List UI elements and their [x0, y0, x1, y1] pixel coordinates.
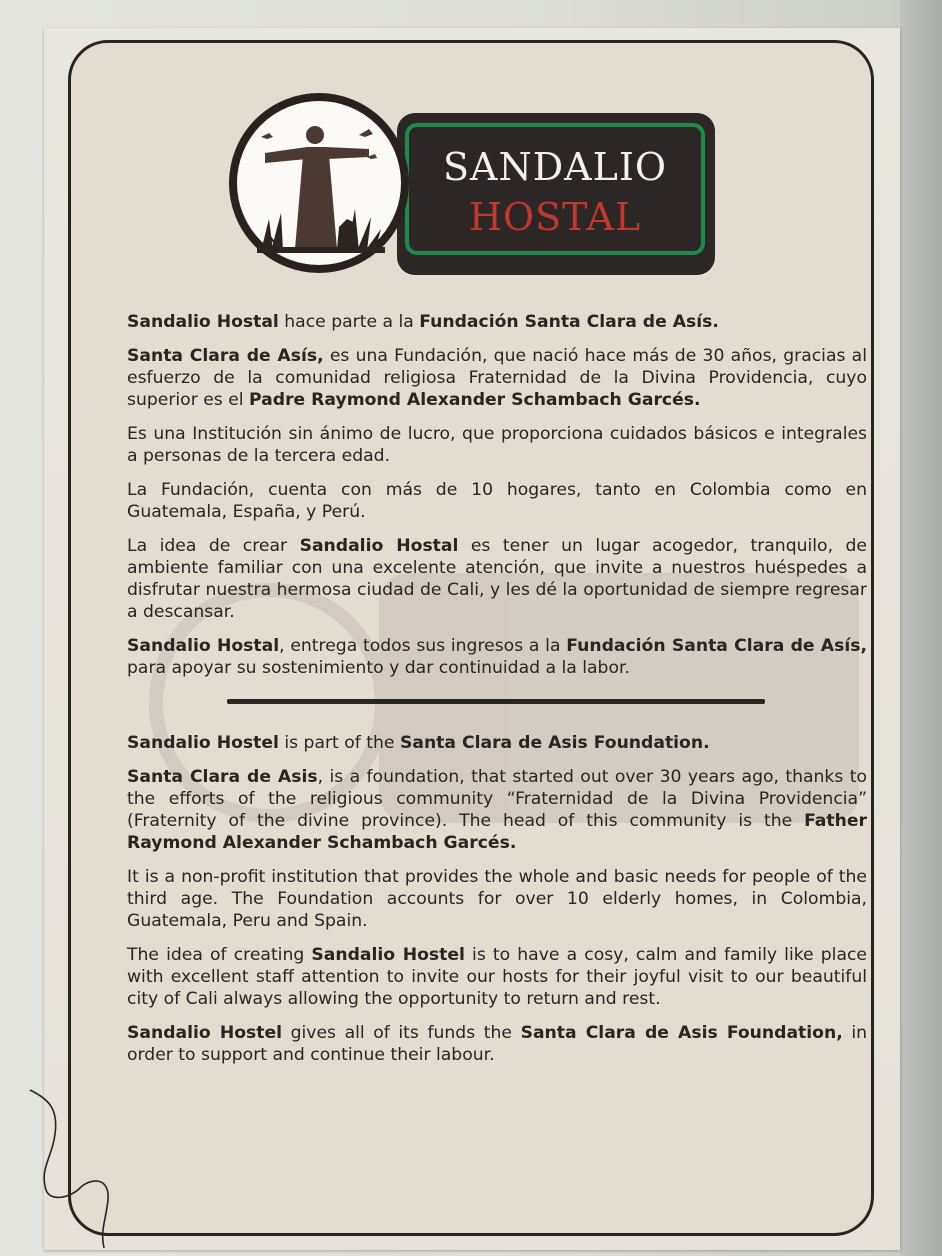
cable-scribble: [20, 1080, 130, 1250]
en-paragraph-1: [127, 732, 867, 754]
es-p2-text-1: es una Fundación, que nació hace más de 30 años, gracias al esfuerzo de la comunidad religiosa Fraternidad de la Divina Providencia, cuyo superior es el: [127, 346, 867, 410]
en-p4-text-1: The idea of creating: [127, 945, 312, 965]
es-p1-bold-1: Sandalio Hostal: [127, 312, 279, 332]
en-p4-text-2: is to have a cosy, calm and family like place with excellent staff attention to invite our hosts for their joyful visit to our beautiful city of Cali always allowing the opportunity to return and rest.: [127, 945, 867, 1009]
es-p2-bold-2: Padre Raymond Alexander Schambach Garcés.: [249, 390, 701, 410]
en-p5-bold-2: Santa Clara de Asis Foundation,: [520, 1023, 843, 1043]
es-paragraph-4: La Fundación, cuenta con más de 10 hogares, tanto en Colombia como en Guatemala, España, y Perú.: [127, 480, 867, 522]
es-paragraph-6: [127, 635, 867, 679]
hostal-logo: [229, 83, 719, 283]
es-p6-text-1: , entrega todos sus ingresos a la: [279, 636, 567, 656]
en-p5-text-2: in order to support and continue their labour.: [127, 1023, 867, 1065]
es-p6-bold-1: Sandalio Hostal: [127, 636, 280, 656]
en-paragraph-5: [127, 1022, 867, 1066]
es-paragraph-3: Es una Institución sin ánimo de lucro, que proporciona cuidados básicos e integrales a personas de la tercera edad.: [127, 424, 867, 466]
saint-francis-silhouette-icon: [247, 109, 395, 259]
en-p5-text-1: gives all of its funds the: [282, 1023, 521, 1043]
en-p5-bold-1: Sandalio Hostel: [127, 1023, 283, 1043]
logo-name: SANDALIO: [442, 145, 668, 189]
es-p6-bold-2: Fundación Santa Clara de Asís,: [566, 636, 867, 656]
en-paragraph-4: [127, 944, 867, 1010]
es-p5-text-1: La idea de crear: [127, 536, 300, 556]
en-p2-bold-1: Santa Clara de Asis: [127, 767, 318, 787]
es-p5-bold-1: Sandalio Hostal: [299, 536, 459, 556]
logo-nameplate-border: [405, 123, 705, 255]
en-p2-bold-2: Father Raymond Alexander Schambach Garcés.: [127, 811, 867, 853]
poster-frame: [68, 40, 874, 1236]
en-p2-text-1: , is a foundation, that started out over 30 years ago, thanks to the efforts of the religious community “Fraternidad de la Divina Providencia” (Fraternity of the divine province). The head of this community is the: [127, 767, 867, 831]
section-divider: [227, 699, 765, 704]
es-paragraph-5: [127, 535, 867, 623]
poster: [44, 28, 900, 1250]
es-p5-text-2: es tener un lugar acogedor, tranquilo, de ambiente familiar con una excelente atención, que invite a nuestros huéspedes a disfrutar nuestra hermosa ciudad de Cali, y les dé la oportunidad de siempre regresar a descansar.: [127, 536, 867, 622]
wall-edge: [900, 0, 942, 1256]
logo-emblem: [229, 93, 409, 273]
en-p4-bold-1: Sandalio Hostel: [311, 945, 465, 965]
logo-subtitle: HOSTAL: [468, 195, 642, 239]
poster-text: [127, 311, 867, 1078]
es-p1-text-1: hace parte a la: [278, 312, 420, 332]
es-p6-text-2: para apoyar su sostenimiento y dar continuidad a la labor.: [127, 658, 630, 678]
es-p1-bold-2: Fundación Santa Clara de Asís.: [419, 312, 719, 332]
en-paragraph-2: [127, 766, 867, 854]
en-p1-bold-1: Sandalio Hostel: [127, 733, 279, 753]
logo-nameplate: [397, 113, 715, 275]
es-p2-bold-1: Santa Clara de Asís,: [127, 346, 324, 366]
en-p1-bold-2: Santa Clara de Asis Foundation.: [399, 733, 710, 753]
es-paragraph-1: [127, 311, 867, 333]
en-p1-text-1: is part of the: [278, 733, 400, 753]
es-paragraph-2: [127, 345, 867, 411]
en-paragraph-3: It is a non-profit institution that provides the whole and basic needs for people of the third age. The Foundation accounts for over 10 elderly homes, in Colombia, Guatemala, Peru and Spain.: [127, 867, 867, 931]
